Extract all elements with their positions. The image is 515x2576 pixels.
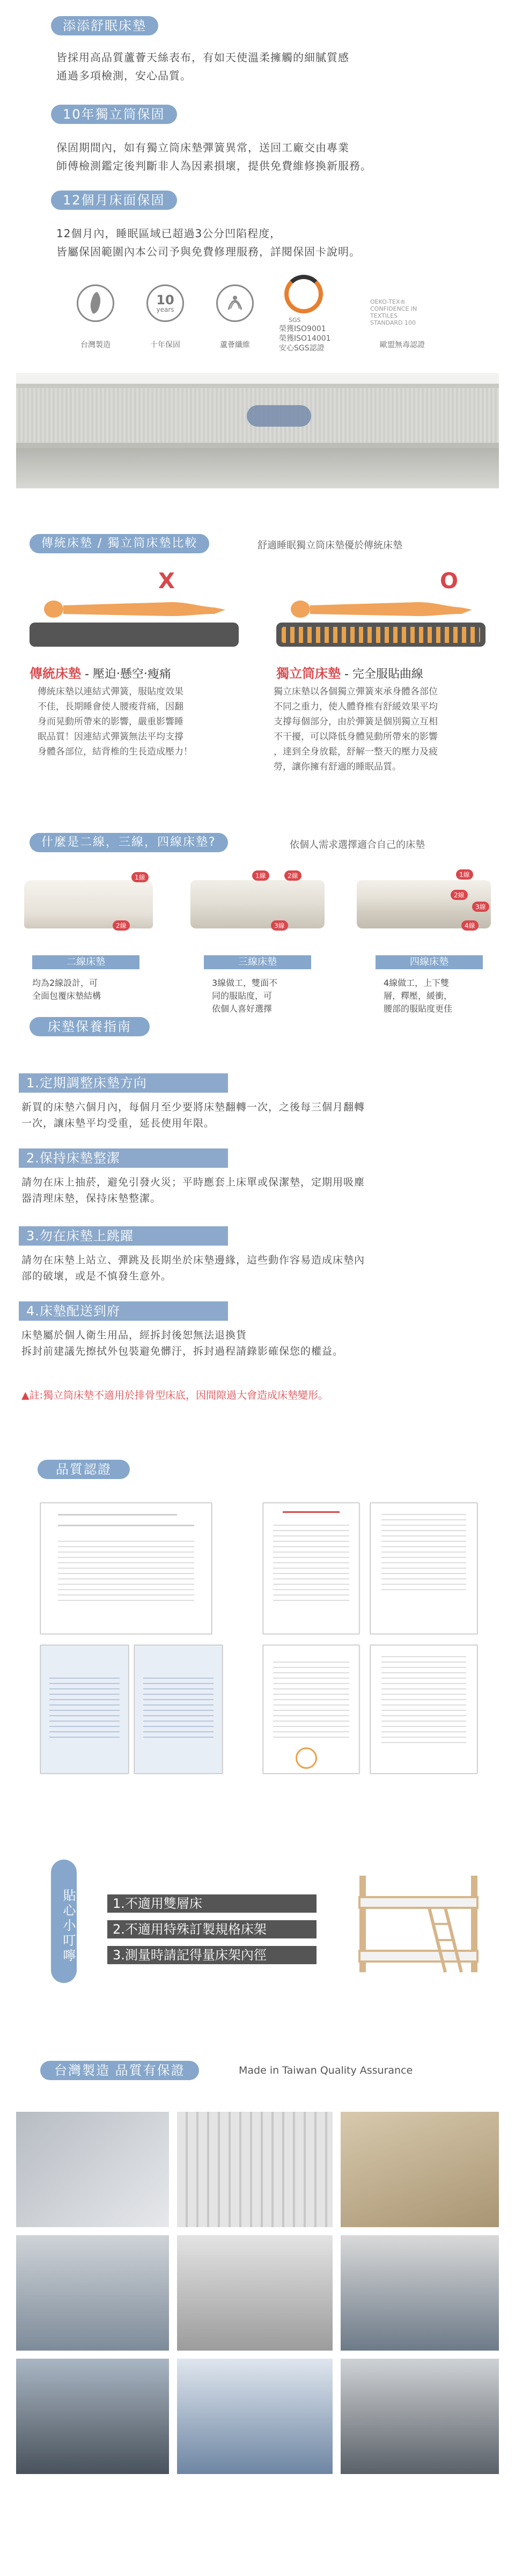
text-line: 皆屬保固範圍內本公司予與免費修理服務，詳閱保固卡說明。 — [56, 245, 360, 258]
heading-strong: 獨立筒床墊 — [276, 666, 341, 681]
layer-badge: 1線 — [252, 870, 269, 881]
cert-label: 歐盟無毒認證 — [380, 341, 425, 349]
text-line: 支撐每個部分，由於彈簧是個別獨立互相 — [274, 716, 438, 727]
text-line: 部的破壞，或是不慎發生意外。 — [21, 1270, 172, 1282]
traditional-heading — [30, 663, 171, 682]
care-body-1 — [21, 1099, 499, 1131]
made-title: 台灣製造 品質有保證 — [40, 2061, 199, 2080]
pocket-spring-mattress-illustration — [268, 569, 494, 649]
section-body-warranty — [56, 138, 496, 175]
layers-title: 什麼是二線，三線，四線床墊? — [30, 833, 228, 852]
traditional-body — [38, 684, 252, 759]
badge-text: CONFIDENCE IN TEXTILES — [370, 305, 417, 319]
taiwan-map-icon — [77, 284, 114, 322]
certificate-document — [370, 1645, 477, 1774]
section-title-quality: 添添舒眠床墊 — [51, 16, 158, 35]
text-line: 層，釋壓，緩衝， — [384, 991, 453, 1001]
certificate-document — [134, 1645, 223, 1774]
certificate-document — [263, 1645, 359, 1774]
text-line: 皆採用高品質蘆薈天絲表布，有如天使溫柔擁觸的細膩質感 — [56, 51, 349, 64]
spring-pattern — [282, 627, 480, 643]
text-line: 12個月內，睡眠區域已超過3公分凹陷程度， — [56, 227, 282, 240]
layer-badge: 2線 — [451, 890, 468, 900]
layer-badge: 3線 — [472, 902, 489, 912]
mattress-hero-photo — [16, 373, 499, 488]
bed-base — [16, 448, 499, 488]
care-title: 床墊保養指南 — [30, 1017, 150, 1036]
heading-rest: - 壓迫‧懸空‧瘦痛 — [81, 668, 171, 681]
badge-text: OEKO-TEX® — [370, 298, 406, 305]
correct-mark: O — [440, 569, 459, 594]
layer-item-3line — [185, 869, 335, 950]
text-line: 床墊屬於個人衛生用品，經拆封後恕無法退換貨 — [21, 1329, 247, 1341]
layer-badge: 2線 — [113, 920, 130, 931]
section-title-warranty: 10年獨立筒保固 — [51, 105, 177, 124]
text-line: 新買的床墊六個月內，每個月至少要將床墊翻轉一次，之後每三個月翻轉 — [21, 1101, 365, 1113]
sgs-icon — [284, 275, 323, 313]
seal-icon — [296, 1747, 317, 1769]
heading-rest: - 完全服貼曲線 — [341, 668, 423, 681]
factory-photo — [177, 2112, 333, 2227]
reminder-item: 3.測量時請記得量床架內徑 — [107, 1946, 317, 1964]
certificate-document — [40, 1503, 212, 1634]
layer-badge: 4線 — [461, 920, 479, 931]
wrong-mark: X — [158, 569, 175, 594]
badge-text: 10 — [156, 292, 174, 308]
layer-item-4line — [351, 869, 502, 950]
care-note: ▲註:獨立筒床墊不適用於排骨型床底，因間隙過大會造成床墊變形。 — [21, 1389, 329, 1401]
factory-photo — [16, 2359, 169, 2474]
text-line: 全面包覆床墊結構 — [32, 991, 101, 1001]
text-line: 同的服貼度，可 — [212, 991, 273, 1001]
quality-title: 品質認證 — [38, 1460, 130, 1479]
layer-desc — [384, 977, 502, 1015]
layers-subtitle: 依個人需求選擇適合自己的床墊 — [290, 839, 425, 851]
fiber-icon — [216, 284, 254, 322]
badge-text: SGS — [289, 317, 301, 324]
care-body-2 — [21, 1174, 499, 1206]
text-line: 3線做工，雙面不 — [212, 978, 278, 988]
10-years-icon — [146, 284, 184, 322]
layer-label: 四線床墊 — [376, 955, 483, 969]
mattress-section — [24, 880, 153, 928]
text-line: 請勿在床墊上站立、彈跳及長期坐於床墊邊緣，這些動作容易造成床墊內 — [21, 1254, 365, 1266]
person-lying-icon — [38, 596, 231, 623]
text-line: 身而晃動所帶來的影響，嚴重影響睡 — [38, 716, 183, 727]
text-line: 均為2線設計，可 — [32, 978, 98, 988]
cert-icons-row — [0, 268, 515, 365]
heading-strong: 傳統床墊 — [30, 666, 81, 681]
text-line: 保固期間內，如有獨立筒床墊彈簧異常，送回工廠交由專業 — [56, 141, 349, 154]
text-line: 4線做工，上下雙 — [384, 978, 450, 988]
text-line: 不同之重力，使人體脊椎有舒緩效果平均 — [274, 701, 438, 712]
reminder-title: 貼心小叮嚀 — [51, 1860, 77, 1983]
made-subtitle: Made in Taiwan Quality Assurance — [239, 2065, 413, 2076]
mattress-section — [190, 880, 325, 928]
mattress-block — [276, 623, 485, 647]
care-body-3 — [21, 1252, 499, 1284]
compare-title: 傳統床墊 / 獨立筒床墊比較 — [30, 534, 209, 553]
factory-photo — [16, 2112, 169, 2227]
care-heading-3: 3.勿在床墊上跳躍 — [19, 1226, 228, 1246]
text-line: 通過多項檢測，安心品質。 — [56, 69, 192, 82]
text-line: 榮獲ISO14001 — [279, 334, 331, 343]
badge-text: STANDARD 100 — [370, 319, 416, 326]
oeko-tex-icon — [370, 298, 440, 326]
section-body-quality — [56, 48, 496, 85]
layer-label: 二線床墊 — [32, 955, 139, 969]
pocket-spring-body — [274, 684, 499, 774]
layer-badge: 3線 — [271, 920, 288, 931]
layer-badge: 1線 — [131, 872, 149, 882]
care-heading-2: 2.保持床墊整潔 — [19, 1148, 228, 1168]
text-line: 不佳，長期睡會使人腰痠背痛，因翻 — [38, 701, 183, 712]
certificate-document — [263, 1503, 359, 1634]
layer-label: 三線床墊 — [204, 955, 311, 969]
text-line: ，達到全身放鬆，舒解一整天的壓力及疲 — [274, 747, 438, 757]
factory-photo — [177, 2359, 333, 2474]
cert-label: 蘆薈纖維 — [220, 341, 250, 349]
care-heading-1: 1.定期調整床墊方向 — [19, 1073, 228, 1093]
text-line: 安心SGS認證 — [279, 344, 325, 353]
cert-label: 台灣製造 — [80, 341, 111, 349]
bunk-bed-icon — [349, 1870, 488, 1975]
certificate-document — [40, 1645, 129, 1774]
text-line: 傳統床墊以連結式彈簧，服貼度效果 — [38, 686, 183, 697]
text-line: 眠品質！因連結式彈簧無法平均支撐 — [38, 731, 183, 742]
text-line: 不干擾，可以降低身體晃動所帶來的影響 — [274, 731, 438, 742]
layer-badge: 2線 — [284, 870, 301, 881]
reminder-item: 1.不適用雙層床 — [107, 1894, 317, 1913]
text-line: 勞，讓你擁有舒適的睡眠品質。 — [274, 762, 401, 772]
certificate-document — [370, 1503, 477, 1634]
pocket-spring-heading — [276, 663, 423, 682]
care-body-4 — [21, 1327, 499, 1359]
mattress-block — [30, 623, 239, 647]
factory-photo — [341, 2112, 499, 2227]
text-line: 拆封前建議先擦拭外包裝避免髒汙，拆封過程請錄影確保您的權益。 — [21, 1345, 344, 1357]
section-body-surface-warranty — [56, 224, 496, 261]
layer-desc — [212, 977, 330, 1015]
factory-photo — [341, 2235, 499, 2351]
badge-text: years — [156, 306, 174, 313]
text-line: 請勿在床上抽菸，避免引發火災；平時應套上床單或保潔墊，定期用吸塵 — [21, 1176, 365, 1188]
layer-item-2line — [19, 869, 164, 950]
text-line: 榮獲ISO9001 — [279, 325, 326, 333]
text-line: 器清理床墊，保持床墊整潔。 — [21, 1192, 161, 1204]
text-line: 依個人喜好選擇 — [212, 1004, 273, 1014]
cert-label — [279, 324, 331, 353]
section-title-surface-warranty: 12個月床面保固 — [51, 191, 177, 210]
factory-photo — [16, 2235, 169, 2351]
layer-desc — [32, 977, 150, 1002]
cert-label: 十年保固 — [150, 341, 180, 349]
reminder-item: 2.不適用特殊訂製規格床架 — [107, 1920, 317, 1938]
layers-grid — [19, 869, 502, 1084]
text-line: 獨立床墊以各個獨立彈簧來承身體各部位 — [274, 686, 438, 697]
care-heading-4: 4.床墊配送到府 — [19, 1301, 228, 1321]
factory-photo — [341, 2359, 499, 2474]
text-line: 身體各部位，結背椎的生長造成壓力！ — [38, 747, 193, 757]
compare-subtitle: 舒適睡眠獨立筒床墊優於傳統床墊 — [258, 540, 402, 551]
factory-photo — [177, 2235, 333, 2351]
mattress-edge — [16, 384, 499, 388]
text-line: 腰部的服貼度更佳 — [384, 1004, 453, 1014]
text-line: 師傅檢測鑑定後判斷非人為因素損壞，提供免費維修換新服務。 — [56, 159, 372, 172]
person-lying-icon — [284, 596, 477, 623]
traditional-mattress-illustration — [21, 569, 247, 649]
mattress-edge — [16, 443, 499, 448]
layer-badge: 1線 — [456, 869, 473, 880]
text-line: 一次，讓床墊平均受重，延長使用年限。 — [21, 1117, 215, 1129]
mattress-logo-patch — [247, 405, 311, 427]
